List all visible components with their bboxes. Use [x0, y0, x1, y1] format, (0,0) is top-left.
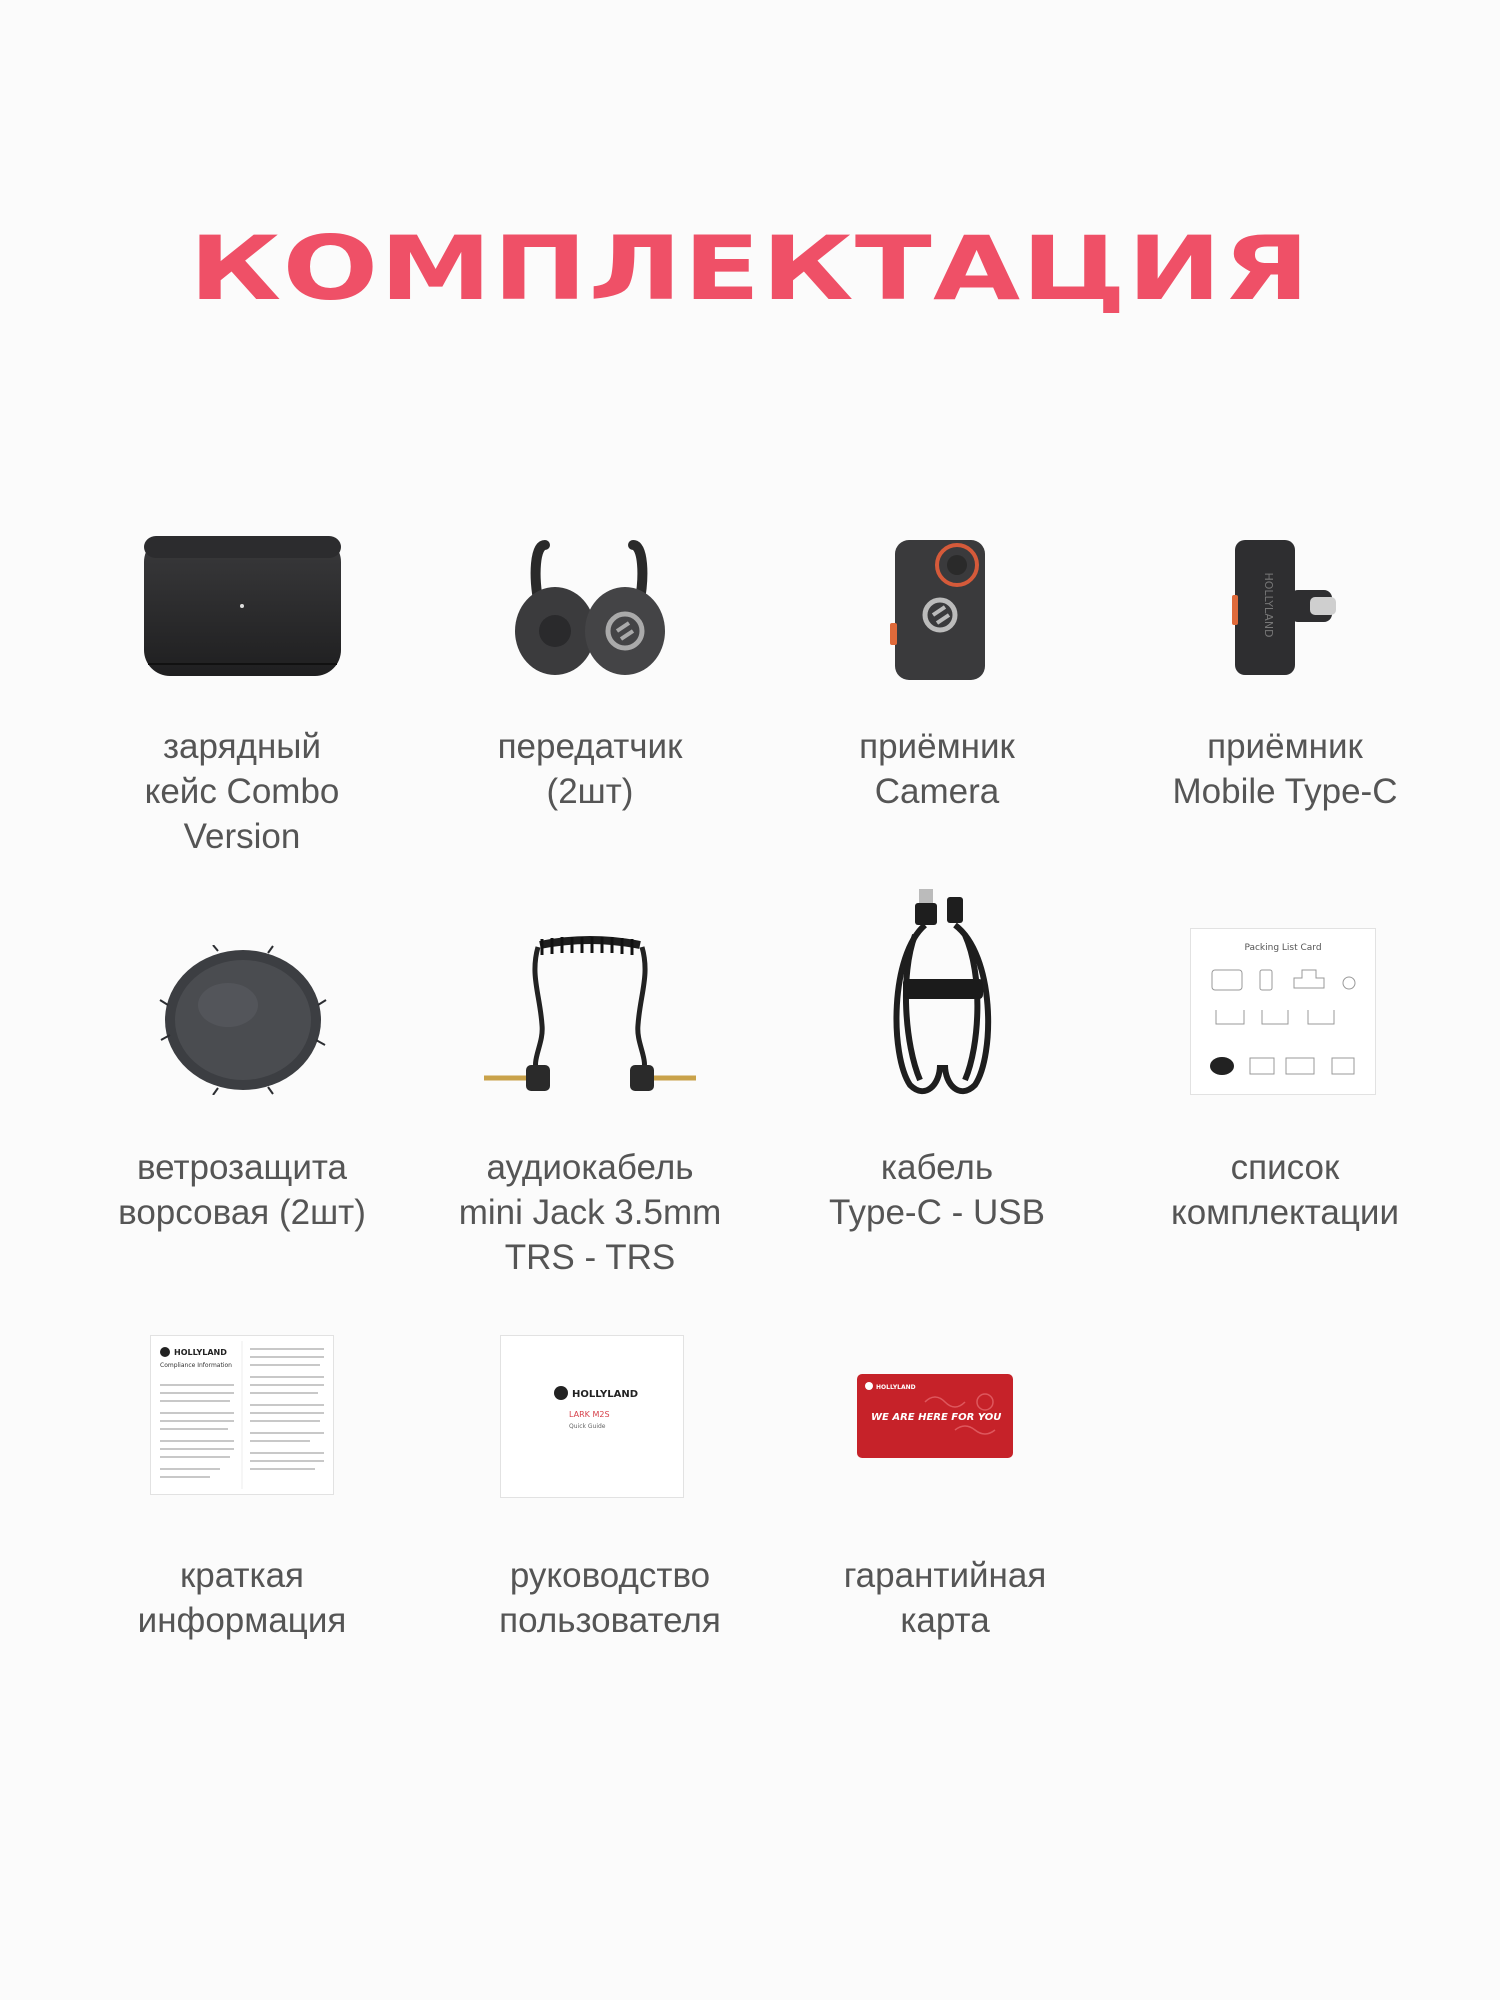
usb-cable-icon [885, 885, 1000, 1100]
audio-cable-icon [480, 935, 700, 1100]
item-label-charging-case: зарядный кейс Combo Version [144, 727, 340, 856]
packing-list-icon [1190, 928, 1376, 1095]
item-label-windscreen: ветрозащита ворсовая (2шт) [118, 1148, 366, 1232]
item-label-warranty: гарантийная карта [843, 1556, 1047, 1640]
item-label-transmitter: передатчик (2шт) [497, 727, 683, 811]
camera-receiver-icon [885, 535, 1000, 685]
guide-model: LARK M2S [569, 1410, 610, 1419]
item-label-user-guide: руководство пользователя [499, 1556, 721, 1640]
packing-card-title: Packing List Card [1244, 943, 1322, 953]
user-guide-icon [500, 1335, 684, 1498]
transmitter-icon [505, 535, 675, 685]
page-title: КОМПЛЕКТАЦИЯ [189, 217, 1311, 320]
item-label-audio-cable: аудиокабель mini Jack 3.5mm TRS - TRS [458, 1148, 722, 1277]
leaflet-title: Compliance Information [160, 1362, 232, 1369]
warranty-card-icon [855, 1372, 1015, 1460]
leaflet-brand: HOLLYLAND [174, 1348, 227, 1357]
warranty-brand: HOLLYLAND [876, 1384, 916, 1391]
guide-brand: HOLLYLAND [572, 1389, 639, 1400]
guide-subtitle: Quick Guide [569, 1423, 606, 1430]
mobile-receiver-icon [1230, 535, 1340, 680]
item-label-usb-cable: кабель Type-C - USB [829, 1148, 1045, 1232]
windscreen-icon [158, 945, 328, 1095]
warranty-slogan: WE ARE HERE FOR YOU [871, 1412, 1002, 1423]
device-brand-label: HOLLYLAND [1262, 572, 1275, 638]
item-label-mobile-receiver: приёмник Mobile Type-C [1172, 727, 1398, 811]
item-label-compliance: краткая информация [137, 1556, 347, 1640]
compliance-leaflet-icon [150, 1335, 334, 1495]
charging-case-icon [140, 530, 345, 685]
item-label-packing-list: список комплектации [1170, 1148, 1400, 1232]
item-label-camera-receiver: приёмник Camera [859, 727, 1015, 811]
